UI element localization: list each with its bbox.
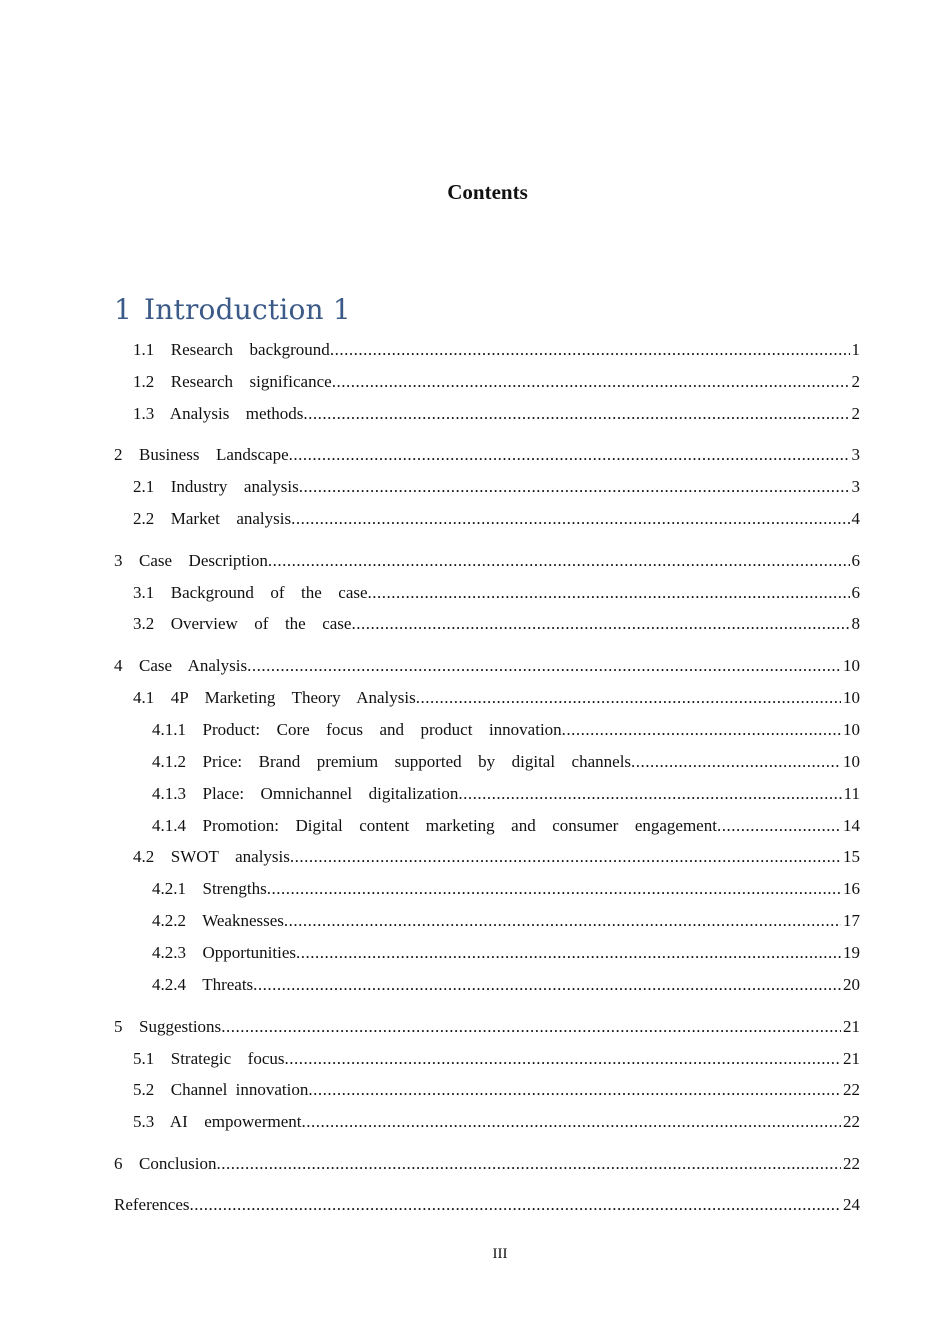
toc-entry-label: 4.2.4 Threats <box>152 975 254 994</box>
toc-entry-page-number: 17 <box>843 911 860 930</box>
toc-entry-page-number: 8 <box>851 614 860 633</box>
toc-entry[interactable] <box>133 403 860 425</box>
toc-dot-leader <box>253 974 841 996</box>
toc-entry-page-number: 22 <box>843 1112 860 1131</box>
toc-dot-leader <box>290 846 841 868</box>
toc-entry-page-number: 10 <box>843 656 860 675</box>
chapter-number: 1 <box>114 293 133 326</box>
toc-entry-page-number: 10 <box>843 720 860 739</box>
toc-entry[interactable] <box>133 1048 860 1070</box>
toc-entry-page-number: 3 <box>851 477 860 496</box>
toc-entry[interactable] <box>133 687 860 709</box>
toc-entry-page-number: 2 <box>851 372 860 391</box>
toc-entry-label: 6 Conclusion <box>114 1154 217 1173</box>
toc-entry-label: 4.1.1 Product: Core focus and product innovation <box>152 720 562 739</box>
toc-entry-label: 4.2.1 Strengths <box>152 879 267 898</box>
toc-entry[interactable] <box>152 942 860 964</box>
toc-entry-page-number: 11 <box>843 784 860 803</box>
toc-dot-leader <box>717 815 841 837</box>
toc-entry[interactable] <box>152 878 860 900</box>
toc-entry-label: 4.2 SWOT analysis <box>133 847 290 866</box>
toc-entry[interactable] <box>133 339 860 361</box>
toc-entry-label: 4.1 4P Marketing Theory Analysis <box>133 688 416 707</box>
toc-dot-leader <box>296 942 841 964</box>
toc-entry-page-number: 6 <box>851 551 860 570</box>
toc-entry-page-number: 20 <box>843 975 860 994</box>
toc-entry-label: 4.2.3 Opportunities <box>152 943 296 962</box>
toc-dot-leader <box>303 403 849 425</box>
toc-entry-page-number: 21 <box>843 1017 860 1036</box>
toc-entry[interactable] <box>114 1194 860 1216</box>
toc-entry[interactable] <box>152 751 860 773</box>
toc-entry-label: 1.1 Research background <box>133 340 330 359</box>
toc-entry-label: 3.2 Overview of the case <box>133 614 352 633</box>
toc-entry[interactable] <box>133 1079 860 1101</box>
toc-entry[interactable] <box>152 783 860 805</box>
toc-entry-page-number: 24 <box>843 1195 860 1214</box>
toc-entry-page-number: 10 <box>843 688 860 707</box>
toc-entry-label: 3 Case Description <box>114 551 268 570</box>
toc-dot-leader <box>267 878 841 900</box>
toc-dot-leader <box>289 444 850 466</box>
toc-dot-leader <box>368 582 850 604</box>
toc-dot-leader <box>284 910 841 932</box>
toc-entry-label: 1.3 Analysis methods <box>133 404 304 423</box>
toc-dot-leader <box>299 476 850 498</box>
toc-entry[interactable] <box>133 476 860 498</box>
toc-entry-page-number: 4 <box>851 509 860 528</box>
toc-dot-leader <box>631 751 841 773</box>
toc-entry[interactable] <box>114 1016 860 1038</box>
toc-dot-leader <box>216 1153 841 1175</box>
toc-dot-leader <box>268 550 850 572</box>
toc-entry[interactable] <box>133 1111 860 1133</box>
toc-entry-page-number: 21 <box>843 1049 860 1068</box>
toc-entry-label: 5.3 AI empowerment <box>133 1112 302 1131</box>
toc-dot-leader <box>302 1111 842 1133</box>
toc-entry-label: 4 Case Analysis <box>114 656 248 675</box>
toc-dot-leader <box>291 508 849 530</box>
toc-dot-leader <box>416 687 841 709</box>
toc-entry[interactable] <box>114 550 860 572</box>
toc-entry-page-number: 15 <box>843 847 860 866</box>
toc-entry[interactable] <box>133 508 860 530</box>
toc-entry-label: 3.1 Background of the case <box>133 583 368 602</box>
toc-dot-leader <box>190 1194 841 1216</box>
toc-entry-label: 4.1.2 Price: Brand premium supported by digital channels <box>152 752 632 771</box>
toc-entry-page-number: 19 <box>843 943 860 962</box>
toc-entry[interactable] <box>133 846 860 868</box>
toc-entry-page-number: 10 <box>843 752 860 771</box>
toc-entry-page-number: 2 <box>851 404 860 423</box>
toc-entry-page-number: 22 <box>843 1080 860 1099</box>
toc-entry[interactable] <box>152 719 860 741</box>
toc-dot-leader <box>285 1048 842 1070</box>
toc-entry-page-number: 16 <box>843 879 860 898</box>
toc-entry-label: 1.2 Research significance <box>133 372 332 391</box>
toc-dot-leader <box>247 655 841 677</box>
toc-entry-label: 2.2 Market analysis <box>133 509 292 528</box>
toc-entry-page-number: 3 <box>851 445 860 464</box>
toc-chapter-heading[interactable] <box>114 293 351 326</box>
toc-entry[interactable] <box>114 655 860 677</box>
toc-entry[interactable] <box>133 613 860 635</box>
chapter-page-number: 1 <box>332 293 351 326</box>
toc-dot-leader <box>351 613 849 635</box>
toc-dot-leader <box>562 719 841 741</box>
toc-entry[interactable] <box>133 582 860 604</box>
toc-entry[interactable] <box>152 910 860 932</box>
chapter-title: Introduction <box>144 293 324 326</box>
toc-dot-leader <box>330 339 850 361</box>
toc-entry-page-number: 6 <box>851 583 860 602</box>
toc-entry-page-number: 22 <box>843 1154 860 1173</box>
toc-dot-leader <box>221 1016 841 1038</box>
toc-entry-label: 4.1.4 Promotion: Digital content marketing and consumer engagement <box>152 816 717 835</box>
toc-entry-label: 5.2 Channel innovation <box>133 1080 309 1099</box>
page-title: Contents <box>447 180 528 204</box>
toc-entry[interactable] <box>114 1153 860 1175</box>
toc-entry-label: 5.1 Strategic focus <box>133 1049 285 1068</box>
toc-entry-page-number: 1 <box>851 340 860 359</box>
toc-entry-label: 2.1 Industry analysis <box>133 477 299 496</box>
page-footer-number: III <box>492 1246 508 1262</box>
toc-entry-label: 4.2.2 Weaknesses <box>152 911 284 930</box>
toc-entry[interactable] <box>133 371 860 393</box>
toc-entry-page-number: 14 <box>843 816 860 835</box>
toc-dot-leader <box>458 783 841 805</box>
toc-entry-label: 5 Suggestions <box>114 1017 222 1036</box>
toc-dot-leader <box>308 1079 841 1101</box>
toc-entry-label: 4.1.3 Place: Omnichannel digitalization <box>152 784 459 803</box>
toc-entry[interactable] <box>114 444 860 466</box>
toc-entry[interactable] <box>152 974 860 996</box>
toc-entry-label: References <box>114 1195 190 1214</box>
toc-entry-label: 2 Business Landscape <box>114 445 289 464</box>
toc-dot-leader <box>332 371 850 393</box>
toc-entry[interactable] <box>152 815 860 837</box>
